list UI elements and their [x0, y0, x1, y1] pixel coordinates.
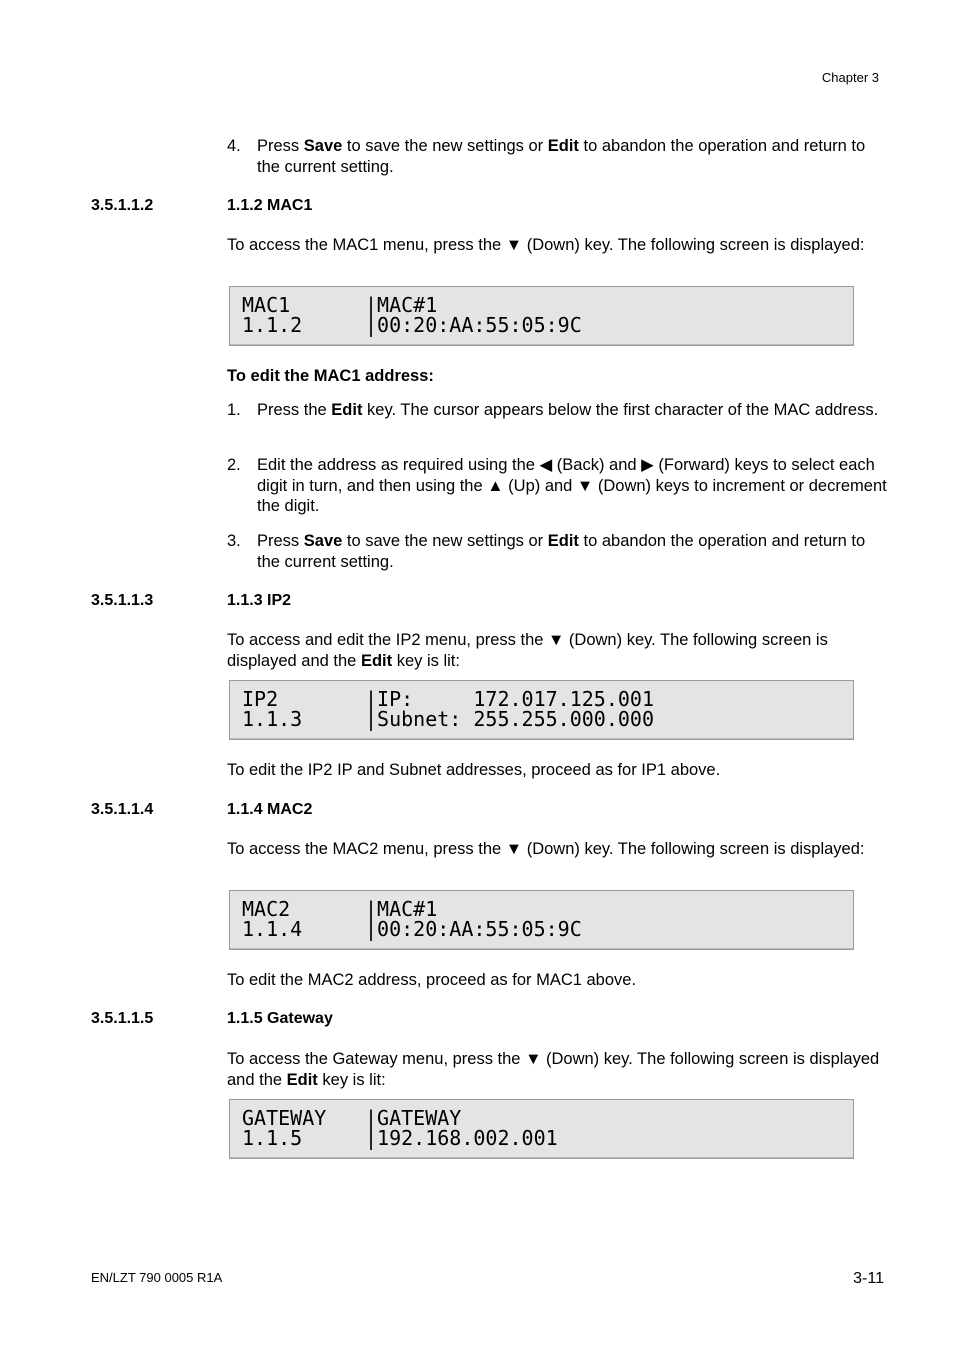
lcd-screen: GATEWAY |GATEWAY 1.1.5 |192.168.002.001 [229, 1099, 854, 1159]
page-number: 3-11 [853, 1270, 884, 1287]
paragraph: To access the MAC1 menu, press the ▼ (Down) key. The following screen is displayed: [227, 236, 865, 254]
section-title: 1.1.3 IP2 [227, 592, 292, 609]
chapter-header: Chapter 3 [821, 70, 879, 85]
lcd-screen: MAC1 |MAC#1 1.1.2 |00:20:AA:55:05:9C [229, 286, 854, 346]
section-title: 1.1.2 MAC1 [227, 197, 313, 214]
paragraph: To access and edit the IP2 menu, press the ▼ (Down) key. The following screen is displayed and the Edit key is lit: [227, 631, 828, 670]
list-text: Press Save to save the new settings or Edit to abandon the operation and return to the current setting. [257, 137, 866, 176]
list-number: 4. [227, 137, 241, 155]
paragraph: To edit the IP2 IP and Subnet addresses, proceed as for IP1 above. [227, 761, 721, 779]
paragraph: To access the MAC2 menu, press the ▼ (Down) key. The following screen is displayed: [227, 840, 865, 858]
lcd-screen: MAC2 |MAC#1 1.1.4 |00:20:AA:55:05:9C [229, 890, 854, 950]
paragraph: To access the Gateway menu, press the ▼ (Down) key. The following screen is displayed and the Edit key is lit: [227, 1050, 880, 1089]
subheading: To edit the MAC1 address: [227, 367, 434, 385]
section-number: 3.5.1.1.4 [91, 801, 154, 818]
section-title: 1.1.4 MAC2 [227, 801, 313, 818]
lcd-screen: IP2 |IP: 172.017.125.001 1.1.3 |Subnet: 255.255.000.000 [229, 680, 854, 740]
section-number: 3.5.1.1.2 [91, 197, 154, 214]
document-id: EN/LZT 790 0005 R1A [91, 1270, 223, 1285]
section-title: 1.1.5 Gateway [227, 1010, 333, 1027]
section-number: 3.5.1.1.3 [91, 592, 154, 609]
paragraph: To edit the MAC2 address, proceed as for MAC1 above. [227, 971, 637, 989]
section-number: 3.5.1.1.5 [91, 1010, 154, 1027]
